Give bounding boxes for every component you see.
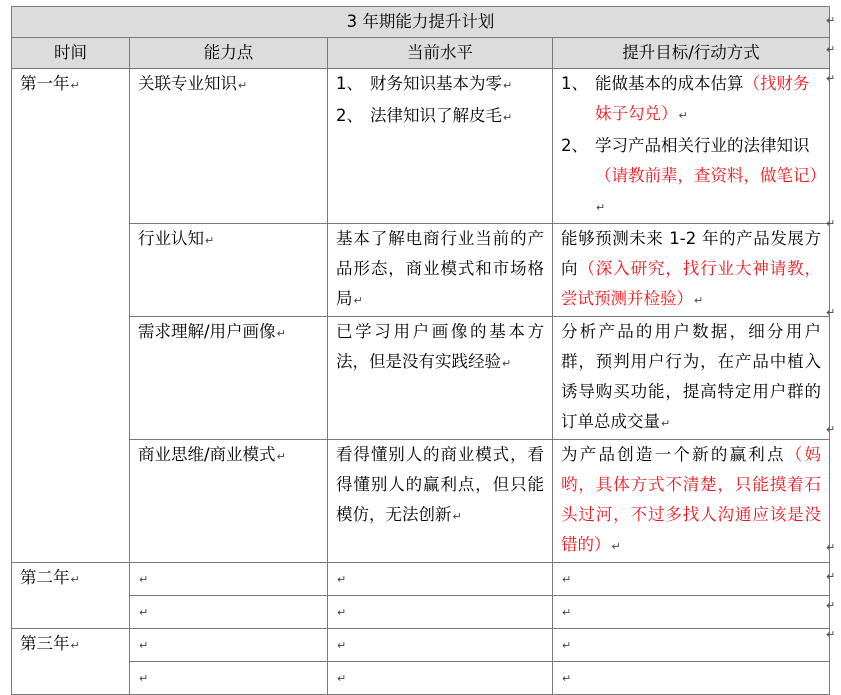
table-row	[12, 317, 830, 440]
header-current-level: 当前水平	[328, 38, 553, 69]
header-goal-action: 提升目标/行动方式	[553, 38, 830, 69]
paragraph-mark-icon: ↵	[826, 423, 836, 436]
empty-cell: ↵	[328, 629, 553, 662]
empty-cell: ↵	[553, 662, 830, 695]
paragraph-mark-icon: ↵	[826, 599, 836, 612]
empty-cell: ↵	[130, 596, 328, 629]
year-1-cell: 第一年↵	[12, 69, 130, 563]
current-level-cell: 已学习用户画像的基本方法，但是没有实践经验↵	[328, 317, 553, 440]
table-row	[12, 662, 830, 695]
header-skill: 能力点	[130, 38, 328, 69]
table-row	[12, 69, 830, 224]
empty-cell: ↵	[328, 563, 553, 596]
ability-plan-table	[11, 6, 830, 695]
paragraph-mark-icon: ↵	[826, 306, 836, 319]
header-time: 时间	[12, 38, 130, 69]
skill-cell: 商业思维/商业模式↵	[130, 440, 328, 563]
current-level-cell: 看得懂别人的商业模式，看得懂别人的赢利点，但只能模仿，无法创新↵	[328, 440, 553, 563]
year-3-cell: 第三年↵	[12, 629, 130, 695]
empty-cell: ↵	[553, 563, 830, 596]
year-2-cell: 第二年↵	[12, 563, 130, 629]
empty-cell: ↵	[130, 563, 328, 596]
paragraph-mark-icon: ↵	[826, 14, 836, 27]
empty-cell: ↵	[328, 662, 553, 695]
paragraph-mark-icon: ↵	[826, 541, 836, 554]
paragraph-mark-icon: ↵	[826, 72, 836, 85]
empty-cell: ↵	[553, 629, 830, 662]
skill-cell: 需求理解/用户画像↵	[130, 317, 328, 440]
goal-cell: 1、 能做基本的成本估算（找财务妹子勾兑）↵ 2、 学习产品相关行业的法律知识（请教前辈，查资料，做笔记）↵	[553, 69, 830, 224]
table-row	[12, 224, 830, 317]
paragraph-mark-icon: ↵	[826, 570, 836, 583]
table-row	[12, 596, 830, 629]
paragraph-mark-icon: ↵	[826, 43, 836, 56]
paragraph-mark-icon: ↵	[826, 628, 836, 641]
goal-cell: 为产品创造一个新的赢利点（妈哟，具体方式不清楚，只能摸着石头过河，不过多找人沟通应该是没错的）↵	[553, 440, 830, 563]
empty-cell: ↵	[328, 596, 553, 629]
current-level-cell: 1、 财务知识基本为零↵ 2、 法律知识了解皮毛↵	[328, 69, 553, 224]
goal-cell: 能够预测未来 1-2 年的产品发展方向（深入研究，找行业大神请教，尝试预测并检验）↵	[553, 224, 830, 317]
current-level-cell: 基本了解电商行业当前的产品形态，商业模式和市场格局↵	[328, 224, 553, 317]
empty-cell: ↵	[553, 596, 830, 629]
table-row	[12, 440, 830, 563]
table-row	[12, 563, 830, 596]
paragraph-mark-icon: ↵	[826, 217, 836, 230]
table-title: 3 年期能力提升计划	[12, 7, 830, 38]
goal-cell: 分析产品的用户数据，细分用户群，预判用户行为，在产品中植入诱导购买功能，提高特定用户群的订单总成交量↵	[553, 317, 830, 440]
skill-cell: 行业认知↵	[130, 224, 328, 317]
table-row	[12, 629, 830, 662]
empty-cell: ↵	[130, 629, 328, 662]
skill-cell: 关联专业知识↵	[130, 69, 328, 224]
empty-cell: ↵	[130, 662, 328, 695]
